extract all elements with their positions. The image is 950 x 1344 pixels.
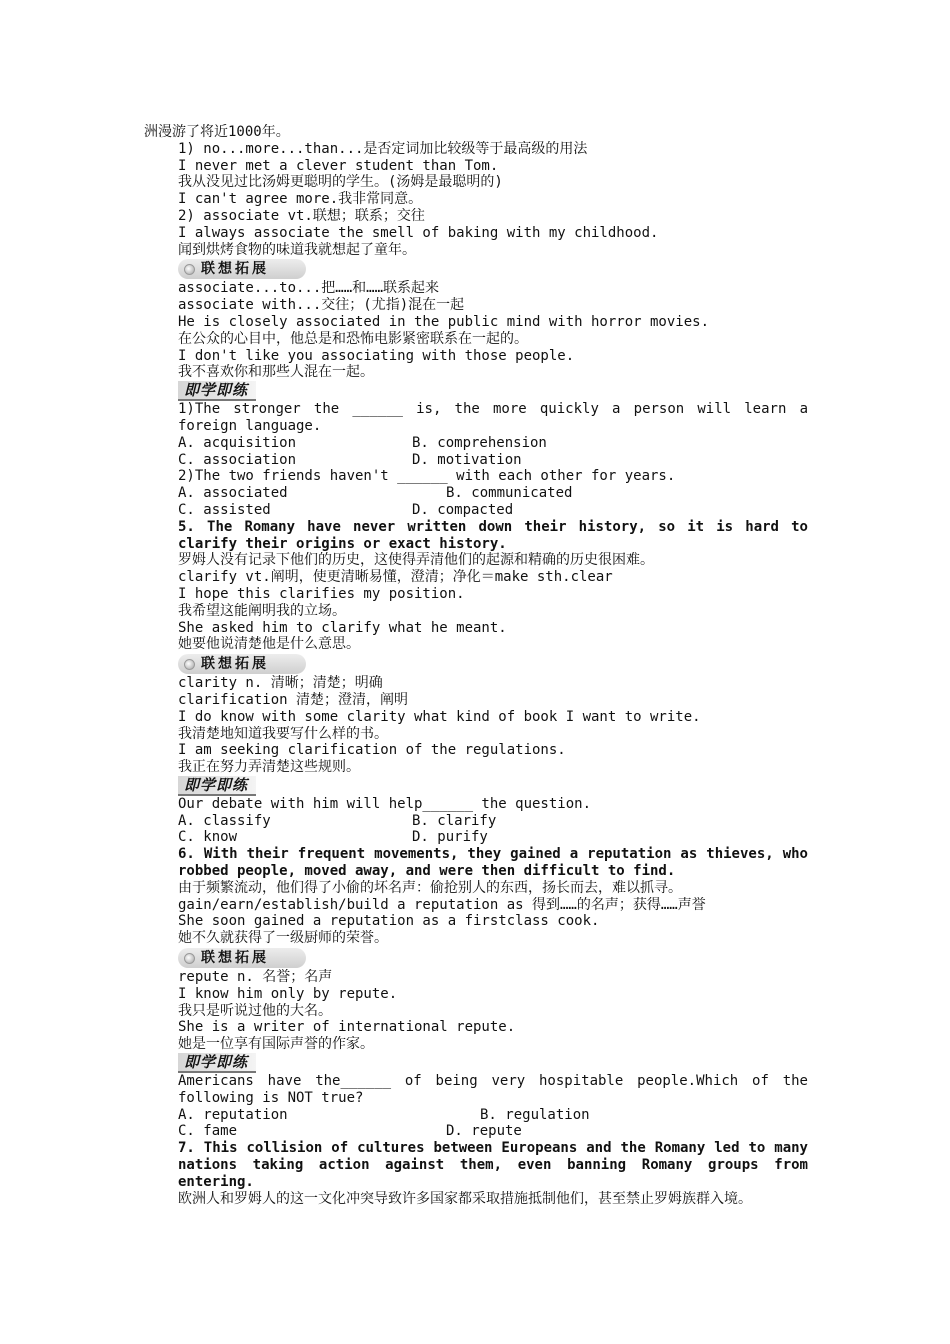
- options-row: [144, 813, 808, 830]
- option-d: D. compacted: [412, 501, 514, 518]
- text-line: I hope this clarifies my position.: [178, 585, 465, 602]
- option-a: A. acquisition: [178, 434, 297, 451]
- text-line: 在公众的心目中，他总是和恐怖电影紧密联系在一起的。: [178, 330, 528, 347]
- text-line: I don't like you associating with those people.: [178, 347, 575, 364]
- extension-badge-label: 联想拓展: [201, 949, 269, 966]
- text-line: 她要他说清楚他是什么意思。: [178, 636, 360, 653]
- text-line: I never met a clever student than Tom.: [178, 157, 499, 174]
- option-b: B. clarify: [412, 812, 497, 829]
- bullet-icon: [184, 264, 195, 275]
- question-text: 2)The two friends haven't ______ with each other for years.: [178, 468, 676, 485]
- extension-badge-row: [144, 258, 808, 280]
- options-row: [144, 435, 808, 452]
- text-line: I can't agree more.我非常同意。: [178, 191, 423, 208]
- option-b: B. communicated: [446, 485, 573, 502]
- text-line: clarify vt.阐明，使更清晰易懂，澄清；净化＝make sth.clear: [178, 569, 613, 586]
- text-line: clarification 清楚；澄清，阐明: [178, 691, 409, 708]
- options-row: [144, 1107, 808, 1124]
- practice-label-row: [144, 1053, 808, 1073]
- text-line: 由于频繁流动，他们得了小偷的坏名声：偷抢别人的东西，扬长而去，难以抓寻。: [178, 879, 682, 896]
- options-row: [144, 452, 808, 469]
- text-line: 罗姆人没有记录下他们的历史，这使得弄清他们的起源和精确的历史很困难。: [178, 552, 654, 569]
- key-sentence: 5. The Romany have never written down their history, so it is hard to clarify their origins or exact history.: [178, 518, 808, 552]
- options-row: [144, 829, 808, 846]
- text-line: 我从没见过比汤姆更聪明的学生。(汤姆是最聪明的): [178, 174, 503, 191]
- text-line: 我不喜欢你和那些人混在一起。: [178, 364, 374, 381]
- text-line: I am seeking clarification of the regulations.: [178, 742, 566, 759]
- text-line: 我清楚地知道我要写什么样的书。: [178, 725, 388, 742]
- question-text: Americans have the______ of being very hospitable people.Which of the following is NOT true?: [178, 1073, 808, 1106]
- text-line: I do know with some clarity what kind of book I want to write.: [178, 708, 701, 725]
- text-line: associate...to...把……和……联系起来: [178, 280, 440, 297]
- key-sentence: 7. This collision of cultures between Europeans and the Romany led to many nations taking action against them, even banning Romany groups from entering.: [178, 1140, 808, 1190]
- extension-badge: [178, 259, 306, 279]
- options-row: [144, 502, 808, 519]
- option-c: C. fame: [178, 1123, 238, 1140]
- document-body: [144, 124, 808, 1207]
- text-line: gain/earn/establish/build a reputation as 得到……的名声；获得……声誉: [178, 896, 706, 913]
- option-a: A. classify: [178, 812, 271, 829]
- option-a: A. reputation: [178, 1106, 288, 1123]
- text-line: She soon gained a reputation as a firstclass cook.: [178, 913, 600, 930]
- bullet-icon: [184, 659, 195, 670]
- extension-badge-label: 联想拓展: [201, 260, 269, 277]
- extension-badge-row: [144, 653, 808, 675]
- option-c: C. association: [178, 451, 297, 468]
- practice-label-row: [144, 776, 808, 796]
- text-line: clarity n. 清晰；清楚；明确: [178, 675, 383, 692]
- question-text: 1)The stronger the ______ is, the more quickly a person will learn a foreign language.: [178, 401, 808, 434]
- option-b: B. comprehension: [412, 434, 547, 451]
- option-c: C. assisted: [178, 501, 271, 518]
- practice-label: 即学即练: [178, 1053, 256, 1073]
- option-d: D. repute: [446, 1123, 522, 1140]
- text-line: 她不久就获得了一级厨师的荣誉。: [178, 930, 388, 947]
- text-line: 我只是听说过他的大名。: [178, 1002, 332, 1019]
- options-row: [144, 1123, 808, 1140]
- text-line: 2) associate vt.联想；联系；交往: [178, 207, 425, 224]
- text-line: She is a writer of international repute.: [178, 1019, 516, 1036]
- text-line: repute n. 名誉；名声: [178, 969, 333, 986]
- text-line: 我正在努力弄清楚这些规则。: [178, 759, 360, 776]
- text-line: associate with...交往；(尤指)混在一起: [178, 297, 465, 314]
- extension-badge-row: [144, 947, 808, 969]
- text-line: She asked him to clarify what he meant.: [178, 619, 507, 636]
- text-line: 1) no...more...than...是否定词加比较级等于最高级的用法: [178, 140, 588, 157]
- option-a: A. associated: [178, 485, 288, 502]
- text-line: 闻到烘烤食物的味道我就想起了童年。: [178, 241, 416, 258]
- text-line: I always associate the smell of baking with my childhood.: [178, 224, 659, 241]
- options-row: [144, 485, 808, 502]
- option-d: D. motivation: [412, 451, 522, 468]
- practice-label-row: [144, 381, 808, 401]
- option-c: C. know: [178, 829, 238, 846]
- text-line: 洲漫游了将近1000年。: [144, 124, 290, 140]
- practice-label: 即学即练: [178, 776, 256, 796]
- text-line: I know him only by repute.: [178, 985, 398, 1002]
- text-line: 欧洲人和罗姆人的这一文化冲突导致许多国家都采取措施抵制他们，甚至禁止罗姆族群入境。: [178, 1190, 752, 1207]
- text-line: He is closely associated in the public mind with horror movies.: [178, 313, 710, 330]
- bullet-icon: [184, 953, 195, 964]
- option-d: D. purify: [412, 829, 488, 846]
- text-line: 她是一位享有国际声誉的作家。: [178, 1036, 374, 1053]
- text-line: 我希望这能阐明我的立场。: [178, 602, 346, 619]
- key-sentence: 6. With their frequent movements, they gained a reputation as thieves, who robbed people, moved away, and were then difficult to find.: [178, 846, 808, 880]
- extension-badge: [178, 654, 306, 674]
- practice-label: 即学即练: [178, 381, 256, 401]
- extension-badge: [178, 948, 306, 968]
- extension-badge-label: 联想拓展: [201, 655, 269, 672]
- option-b: B. regulation: [480, 1106, 590, 1123]
- question-text: Our debate with him will help______ the question.: [178, 795, 592, 812]
